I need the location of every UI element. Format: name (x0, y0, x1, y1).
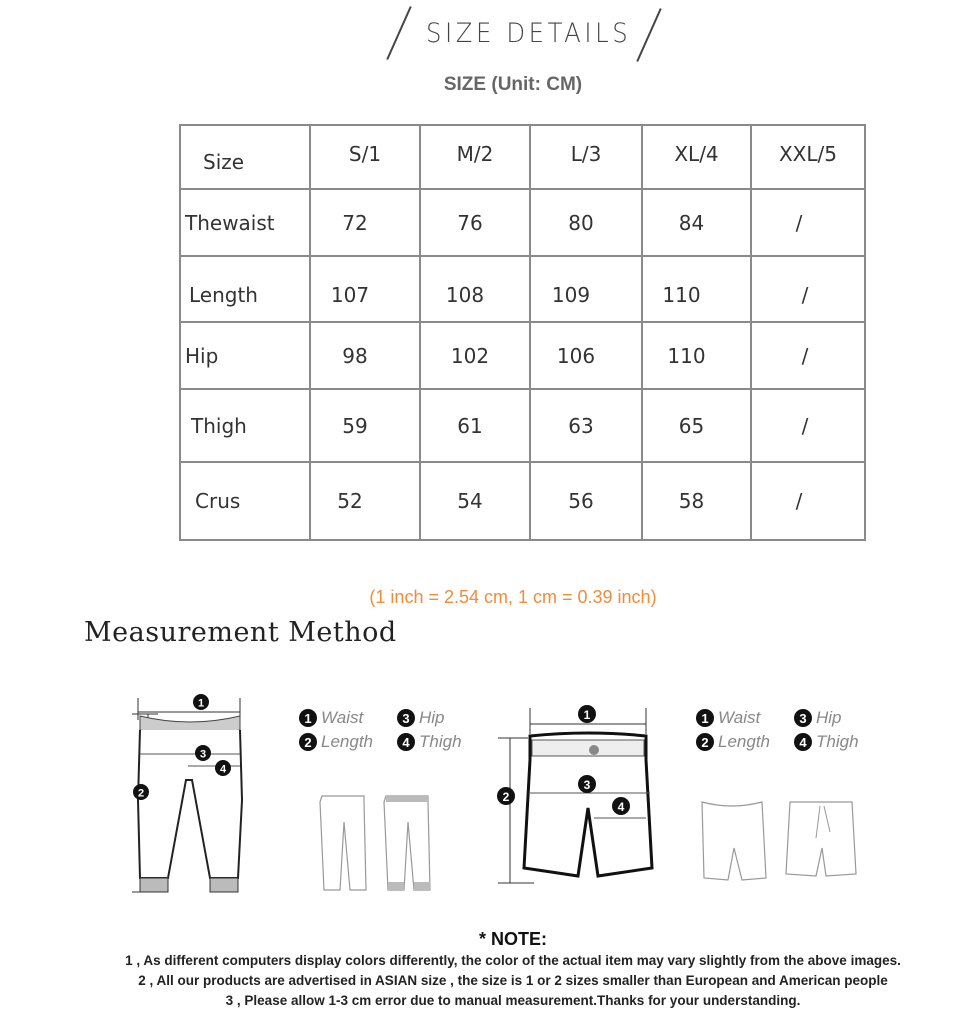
table-cell: / (751, 189, 865, 256)
svg-text:1: 1 (583, 708, 591, 722)
table-cell: 54 (420, 462, 530, 540)
marker-3-icon (195, 745, 211, 761)
row-label: Hip (180, 322, 310, 389)
marker-icon: 2 (299, 733, 317, 751)
table-row (180, 322, 865, 389)
column-header: S/1 (310, 125, 420, 189)
unit-conversion-note: (1 inch = 2.54 cm, 1 cm = 0.39 inch) (369, 587, 657, 607)
shorts-measurement-diagram (494, 700, 664, 890)
table-row (180, 256, 865, 322)
legend-label: Length (718, 732, 770, 751)
pants-thumbnails (318, 792, 438, 896)
marker-2-icon (497, 787, 515, 805)
row-label: Crus (180, 462, 310, 540)
slash-decoration-right (636, 8, 661, 62)
note-line-2: 2 , All our products are advertised in ASIAN size , the size is 1 or 2 sizes smaller than European and American people (138, 973, 888, 988)
measurement-legend-pants (299, 706, 485, 754)
table-cell: 58 (642, 462, 751, 540)
marker-icon: 3 (794, 709, 812, 727)
marker-icon: 3 (397, 709, 415, 727)
legend-label: Length (321, 732, 373, 751)
column-header: L/3 (530, 125, 642, 189)
marker-icon: 4 (794, 733, 812, 751)
size-unit-subtitle: SIZE (Unit: CM) (443, 74, 583, 95)
table-row (180, 462, 865, 540)
svg-text:3: 3 (199, 748, 207, 761)
table-cell: 80 (530, 189, 642, 256)
table-cell: 76 (420, 189, 530, 256)
marker-icon: 1 (299, 709, 317, 727)
legend-label: Hip (419, 708, 445, 727)
measurement-method-heading: Measurement Method (84, 617, 397, 648)
table-cell: 65 (642, 389, 751, 462)
table-cell: 98 (310, 322, 420, 389)
svg-text:2: 2 (502, 790, 510, 804)
note-line-1: 1 , As different computers display colors differently, the color of the actual item may vary slightly from the above images. (125, 953, 901, 968)
table-cell: 61 (420, 389, 530, 462)
marker-icon: 4 (397, 733, 415, 751)
table-cell: 59 (310, 389, 420, 462)
pants-measurement-diagram (128, 690, 253, 900)
size-details-title (380, 4, 680, 60)
table-cell: 72 (310, 189, 420, 256)
legend-label: Waist (321, 708, 364, 727)
table-cell: / (751, 256, 865, 322)
measurement-legend-shorts (696, 706, 882, 754)
table-cell: 109 (530, 256, 642, 322)
note-line-3: 3 , Please allow 1-3 cm error due to manual measurement.Thanks for your understanding. (225, 993, 801, 1008)
table-cell: 108 (420, 256, 530, 322)
legend-label: Thigh (816, 732, 859, 751)
column-header: XXL/5 (751, 125, 865, 189)
table-row (180, 389, 865, 462)
svg-text:4: 4 (219, 763, 227, 776)
column-header: XL/4 (642, 125, 751, 189)
table-cell: 110 (642, 256, 751, 322)
marker-icon: 2 (696, 733, 714, 751)
size-table (179, 124, 866, 541)
marker-4-icon (612, 797, 630, 815)
legend-label: Thigh (419, 732, 462, 751)
table-cell: 52 (310, 462, 420, 540)
svg-text:3: 3 (583, 778, 591, 792)
row-label: Thigh (180, 389, 310, 462)
table-header-row (180, 125, 865, 189)
svg-text:4: 4 (617, 800, 625, 814)
table-cell: 107 (310, 256, 420, 322)
table-row (180, 189, 865, 256)
column-header: M/2 (420, 125, 530, 189)
table-cell: / (751, 322, 865, 389)
marker-2-icon (133, 784, 149, 800)
table-cell: 106 (530, 322, 642, 389)
column-header: Size (180, 125, 310, 189)
marker-3-icon (578, 775, 596, 793)
table-cell: 84 (642, 189, 751, 256)
table-cell: 56 (530, 462, 642, 540)
note-title: * NOTE: (478, 929, 547, 949)
row-label: Thewaist (180, 189, 310, 256)
slash-decoration-left (386, 6, 411, 60)
table-cell: 110 (642, 322, 751, 389)
marker-1-icon (578, 705, 596, 723)
legend-label: Waist (718, 708, 761, 727)
title-text: SIZE DETAILS (426, 18, 632, 49)
table-cell: / (751, 462, 865, 540)
table-cell: 63 (530, 389, 642, 462)
marker-icon: 1 (696, 709, 714, 727)
marker-1-icon (193, 694, 209, 710)
marker-4-icon (215, 760, 231, 776)
legend-label: Hip (816, 708, 842, 727)
svg-text:1: 1 (197, 697, 205, 710)
row-label: Length (180, 256, 310, 322)
shorts-thumbnails (698, 798, 858, 884)
svg-text:2: 2 (137, 787, 145, 800)
table-cell: / (751, 389, 865, 462)
table-cell: 102 (420, 322, 530, 389)
